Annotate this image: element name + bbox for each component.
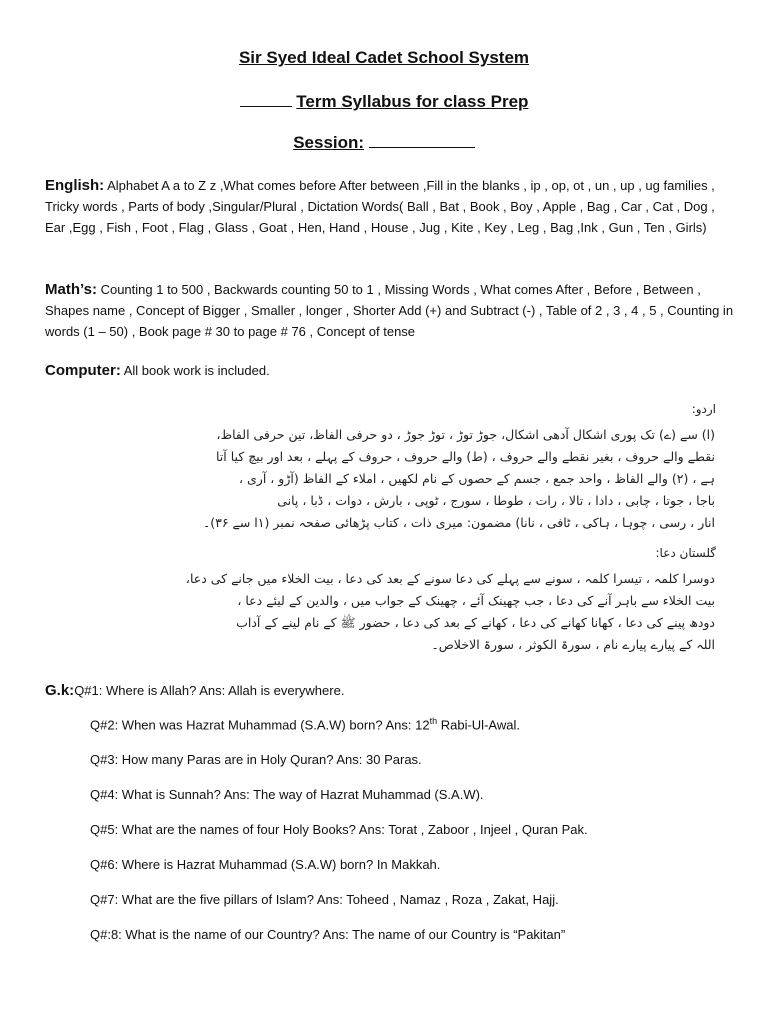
urdu-line: ہے ، (۲) والے الفاظ ، واحد جمع ، جسم کے حصوں کے نام لکھیں ، املاء کے الفاظ (آڑو ، آری ، (239, 471, 715, 486)
maths-text: Counting 1 to 500 , Backwards counting 50 to 1 , Missing Words , What comes After , Before , Between , Shapes name , Concept of Bigger , Smaller , longer , Shorter Add (+) and Subtract (-) , Table of 2 , 3 , 4 , 5 , Counting in words (1 – 50) , Book page # 30 to page # 76 , Concept of tense (45, 282, 734, 339)
english-section (45, 175, 735, 238)
dua-line: دودھ پینے کی دعا ، کھانا کھانے کی دعا ، کھانے کے بعد کی دعا ، حضور ﷺ کے نام لینے کے آداب (236, 615, 715, 630)
gulistan-dua-list (175, 568, 715, 656)
gk-question: Q#6: Where is Hazrat Muhammad (S.A.W) born? In Makkah. (90, 857, 441, 872)
school-name: Sir Syed Ideal Cadet School System (238, 48, 530, 67)
gk-question: Q#1: Where is Allah? Ans: Allah is everywhere. (74, 683, 345, 698)
urdu-line: نقطے والے حروف ، بغیر نقطے والے حروف ، (ط) والے حروف ، حروف کے پہلے ، بعد اور بیچ کیا آتا (216, 449, 715, 464)
dua-line: دوسرا کلمہ ، تیسرا کلمہ ، سونے سے پہلے کی دعا سونے کے بعد کی دعا ، بیت الخلاء میں جانے کی دعا، (185, 571, 715, 586)
dua-line: بیت الخلاء سے باہر آنے کی دعا ، جب چھینک آئے ، چھینک کے جواب میں ، والدین کے لیئے دعا ، (237, 593, 715, 608)
gk-q1-row (45, 682, 344, 699)
computer-section (45, 360, 735, 381)
gk-question: Q#:8: What is the name of our Country? Ans: The name of our Country is “Pakitan” (90, 927, 566, 942)
gk-question: Q#5: What are the names of four Holy Books? Ans: Torat , Zaboor , Injeel , Quran Pak. (90, 822, 588, 837)
urdu-line: باجا ، جوتا ، چابی ، دادا ، تالا ، رات ، طوطا ، سورج ، ٹوپی ، بارش ، دوات ، ڈبا ، پانی (277, 493, 715, 508)
computer-text: All book work is included. (123, 363, 270, 378)
session-line: Session: (0, 133, 768, 153)
computer-label: Computer: (45, 362, 121, 379)
dua-line: اللہ کے پیارے پیارے نام ، سورۃ الکوثر ، سورۃ الاخلاص۔ (431, 637, 715, 652)
ordinal-suffix: th (429, 716, 438, 726)
gk-question: Q#7: What are the five pillars of Islam? Ans: Toheed , Namaz , Roza , Zakat, Hajj. (90, 892, 559, 907)
gk-label: G.k: (45, 682, 75, 699)
gk-question: Q#4: What is Sunnah? Ans: The way of Hazrat Muhammad (S.A.W). (90, 787, 484, 802)
urdu-syllabus (175, 424, 715, 534)
maths-label: Math’s: (45, 281, 97, 298)
gk-answer-tail: Rabi-Ul-Awal. (437, 717, 520, 733)
maths-section (45, 279, 735, 342)
term-syllabus-title: Term Syllabus for class Prep (0, 92, 768, 112)
english-text: Alphabet A a to Z z ,What comes before After between ,Fill in the blanks , ip , op, ot , un , up , ug families , Tricky words , Parts of body ,Singular/Plural , Dictation Words( Ball , Bat , Book , Boy , Apple , Bag , Car , Cat , Dog , Ear ,Egg , Fish , Foot , Flag , Glass , Goat , Hen, Hand , House , Jug , Kite , Key , Leg , Bag ,Ink , Gun , Ten , Girls) (45, 178, 715, 235)
urdu-line: انار ، رسی ، چوہا ، ہاکی ، ٹافی ، نانا) مضمون: میری ذات ، کتاب پڑھائی صفحہ نمبر (۱ا سے ۳۶)۔ (202, 515, 715, 530)
urdu-heading: اردو: (691, 402, 716, 416)
gk-question: Q#2: When was Hazrat Muhammad (S.A.W) born? Ans: 12 (90, 717, 430, 733)
gk-question: Q#3: How many Paras are in Holy Quran? Ans: 30 Paras. (90, 752, 422, 767)
english-label: English: (45, 177, 105, 194)
gulistan-dua-heading: گلستان دعا: (655, 546, 716, 560)
gk-q2-row (90, 716, 520, 732)
session-blank (369, 133, 475, 148)
term-blank (240, 92, 292, 107)
urdu-line: (ا) سے (ے) تک پوری اشکال آدھی اشکال، جوڑ توڑ ، توڑ جوڑ ، دو حرفی الفاظ، تین حرفی الفاظ، (216, 427, 715, 442)
